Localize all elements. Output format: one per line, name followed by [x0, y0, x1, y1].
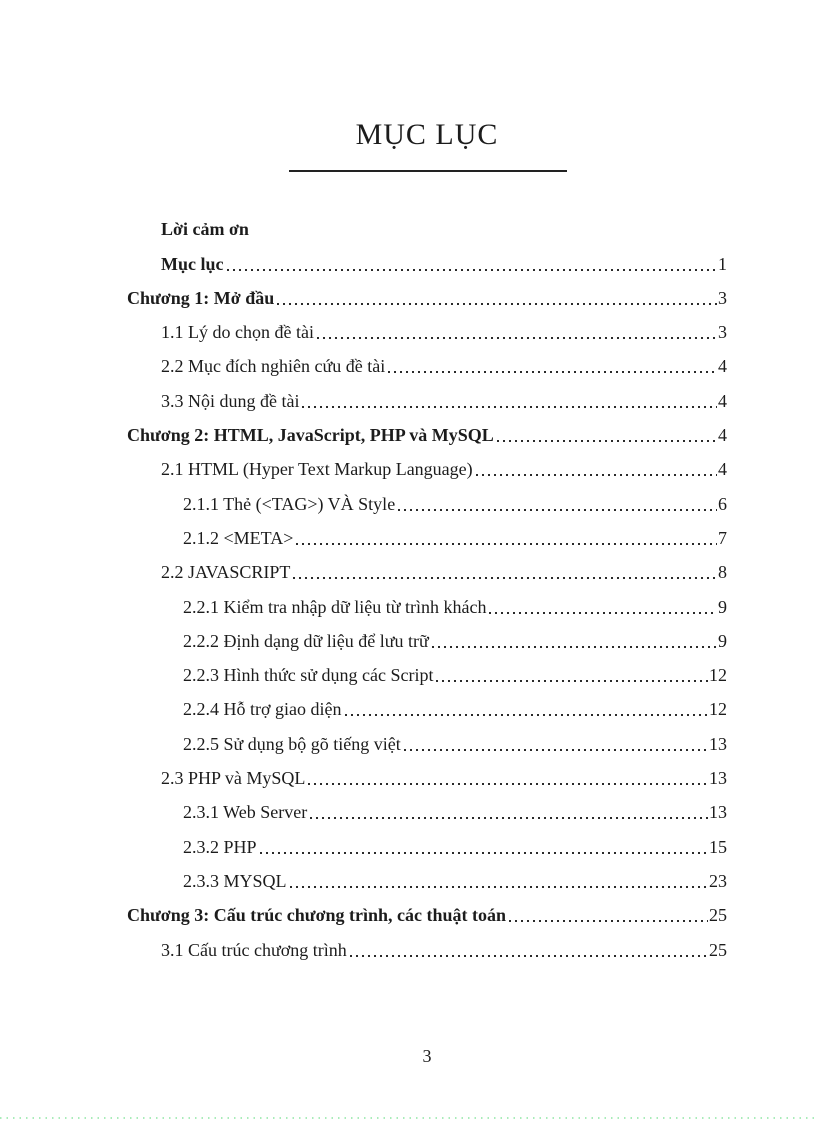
toc-leader-dots	[296, 543, 717, 545]
toc-entry-page: 12	[709, 699, 727, 720]
toc-entry[interactable]	[127, 926, 727, 960]
toc-leader-dots	[432, 646, 717, 648]
toc-entry[interactable]	[127, 412, 727, 446]
toc-entry-label: Mục lục	[161, 253, 224, 274]
toc-entry-label: Chương 3: Cấu trúc chương trình, các thuật toán	[127, 905, 507, 926]
toc-entry-page: 25	[709, 905, 727, 926]
toc-entry-label: 2.1.1 Thẻ (<TAG>) VÀ Style	[183, 493, 396, 514]
toc-leader-dots	[497, 440, 717, 442]
toc-entry-page: 13	[709, 733, 727, 754]
title-underline-rule	[289, 170, 567, 172]
toc-entry-page: 13	[709, 802, 727, 823]
table-of-contents	[127, 206, 727, 961]
toc-leader-dots	[302, 406, 717, 408]
toc-leader-dots	[317, 337, 717, 339]
toc-entry-label: 2.2 JAVASCRIPT	[161, 562, 291, 583]
toc-leader-dots	[398, 509, 717, 511]
toc-entry-page: 1	[718, 253, 727, 274]
toc-entry-label: 2.1.2 <META>	[183, 527, 294, 548]
toc-leader-dots	[476, 474, 717, 476]
page-title: MỤC LỤC	[355, 118, 499, 151]
toc-leader-dots	[310, 817, 708, 819]
toc-entry-label: 2.2.4 Hỗ trợ giao diện	[183, 699, 342, 720]
toc-entry[interactable]	[127, 755, 727, 789]
toc-entry[interactable]	[127, 720, 727, 754]
toc-entry-label: 2.3.1 Web Server	[183, 802, 308, 823]
toc-entry-page: 12	[709, 665, 727, 686]
toc-leader-dots	[436, 680, 708, 682]
toc-leader-dots	[404, 749, 708, 751]
toc-leader-dots	[509, 920, 708, 922]
toc-entry-label: 2.2.3 Hình thức sử dụng các Script	[183, 665, 434, 686]
toc-entry-label: Lời cảm ơn	[161, 219, 249, 240]
toc-entry[interactable]	[127, 515, 727, 549]
toc-entry[interactable]	[127, 618, 727, 652]
toc-entry-page: 4	[718, 425, 727, 446]
toc-entry-page: 4	[718, 356, 727, 377]
toc-leader-dots	[350, 955, 708, 957]
toc-leader-dots	[308, 783, 708, 785]
toc-entry[interactable]	[127, 583, 727, 617]
toc-entry-label: 2.2.2 Định dạng dữ liệu để lưu trữ	[183, 630, 429, 651]
toc-entry[interactable]	[127, 480, 727, 514]
toc-leader-dots	[345, 714, 709, 716]
toc-entry[interactable]	[127, 823, 727, 857]
toc-entry-label: 2.2.5 Sử dụng bộ gõ tiếng việt	[183, 733, 401, 754]
toc-entry[interactable]	[127, 686, 727, 720]
toc-entry[interactable]	[127, 446, 727, 480]
toc-entry-label: Chương 2: HTML, JavaScript, PHP và MySQL	[127, 425, 494, 446]
toc-entry-label: 2.1 HTML (Hyper Text Markup Language)	[161, 459, 473, 480]
toc-entry-label: 3.3 Nội dung đề tài	[161, 390, 300, 411]
toc-leader-dots	[260, 852, 708, 854]
toc-entry[interactable]	[127, 652, 727, 686]
toc-entry-page: 15	[709, 836, 727, 857]
toc-entry-label: 1.1 Lý do chọn đề tài	[161, 322, 314, 343]
toc-entry-label: 2.3.2 PHP	[183, 836, 257, 857]
toc-leader-dots	[227, 269, 718, 271]
toc-entry[interactable]	[127, 377, 727, 411]
toc-leader-dots	[489, 612, 717, 614]
toc-leader-dots	[388, 371, 717, 373]
toc-entry-page: 7	[718, 527, 727, 548]
toc-entry-page: 25	[709, 939, 727, 960]
toc-entry-page: 6	[718, 493, 727, 514]
toc-entry[interactable]	[127, 309, 727, 343]
toc-entry-page: 4	[718, 459, 727, 480]
toc-entry[interactable]	[127, 789, 727, 823]
toc-entry-page: 3	[718, 287, 727, 308]
toc-leader-dots	[277, 303, 717, 305]
toc-entry-page: 13	[709, 768, 727, 789]
toc-entry[interactable]	[127, 892, 727, 926]
toc-entry-page: 3	[718, 322, 727, 343]
toc-leader-dots	[290, 886, 708, 888]
toc-entry-label: Chương 1: Mở đầu	[127, 287, 275, 308]
toc-entry[interactable]	[127, 240, 727, 274]
toc-entry[interactable]	[127, 275, 727, 309]
toc-entry[interactable]	[127, 343, 727, 377]
toc-entry-page: 4	[718, 390, 727, 411]
footer-page-number: 3	[422, 1046, 432, 1066]
toc-entry-label: 2.2 Mục đích nghiên cứu đề tài	[161, 356, 386, 377]
toc-entry[interactable]	[127, 206, 727, 240]
page-bottom-dotted-divider	[0, 1117, 816, 1119]
toc-entry-label: 2.3 PHP và MySQL	[161, 768, 306, 789]
toc-entry-page: 8	[718, 562, 727, 583]
toc-entry-page: 9	[718, 630, 727, 651]
toc-entry-page: 23	[709, 870, 727, 891]
toc-entry-label: 2.2.1 Kiểm tra nhập dữ liệu từ trình khách	[183, 596, 487, 617]
toc-entry[interactable]	[127, 549, 727, 583]
toc-entry[interactable]	[127, 858, 727, 892]
toc-entry-label: 3.1 Cấu trúc chương trình	[161, 939, 347, 960]
toc-entry-page: 9	[718, 596, 727, 617]
toc-leader-dots	[293, 577, 717, 579]
toc-entry-label: 2.3.3 MYSQL	[183, 870, 287, 891]
